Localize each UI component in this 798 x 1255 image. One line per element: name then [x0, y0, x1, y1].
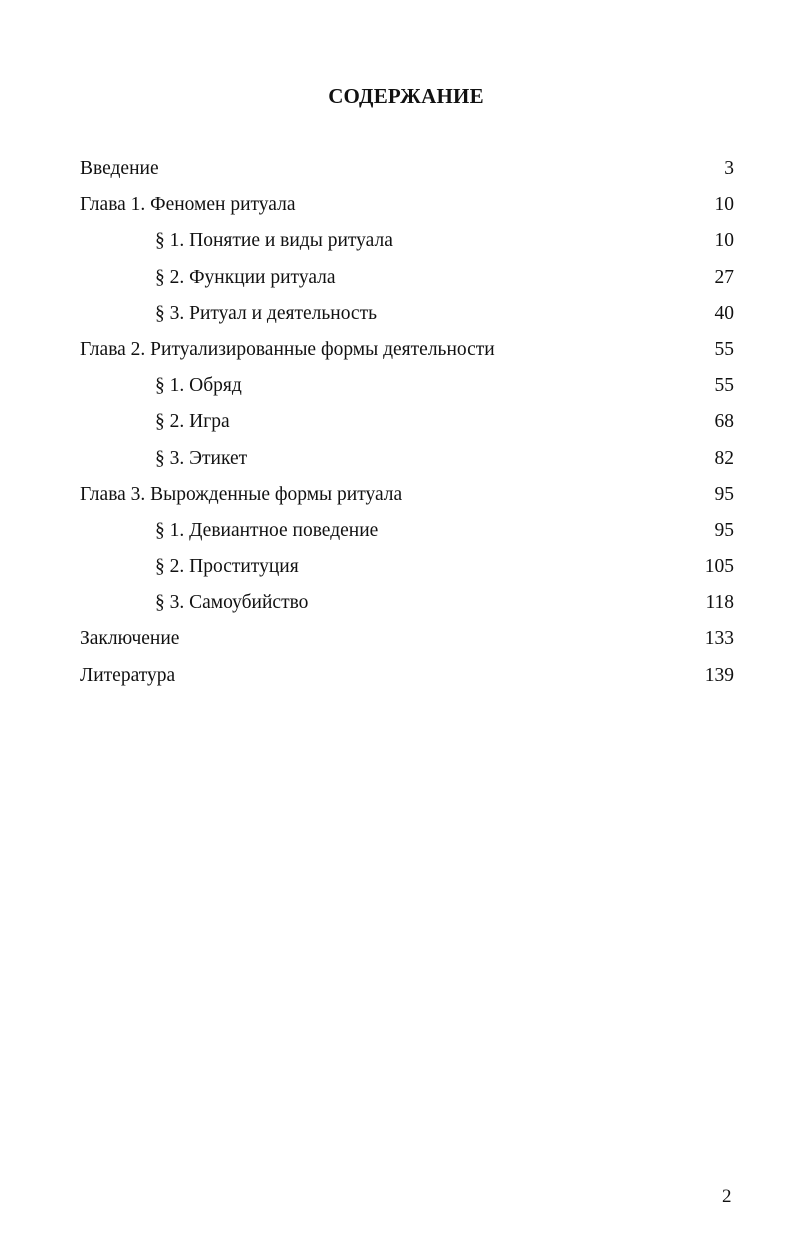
toc-entry-title: Литература	[80, 664, 176, 686]
toc-row	[80, 554, 734, 590]
toc-page-number: 95	[714, 519, 734, 541]
toc-entry-title: § 3. Ритуал и деятельность	[155, 302, 377, 324]
toc-page-number: 10	[714, 194, 734, 216]
toc-entry-title: § 2. Функции ритуала	[155, 266, 336, 288]
toc-row	[80, 663, 734, 699]
toc-row	[80, 192, 734, 228]
toc-page-number: 10	[714, 230, 734, 252]
toc-entry-title: Глава 3. Вырожденные формы ритуала	[80, 483, 403, 505]
toc-row	[80, 482, 734, 518]
toc-page-number: 68	[714, 411, 734, 433]
toc-row	[80, 409, 734, 445]
toc-entry-title: § 3. Самоубийство	[155, 592, 309, 614]
toc-entry-title: Глава 1. Феномен ритуала	[80, 194, 296, 216]
toc-row	[80, 626, 734, 662]
toc-page-number: 55	[714, 375, 734, 397]
toc-page-number: 40	[714, 302, 734, 324]
toc-page-number: 118	[705, 592, 734, 614]
toc-page-number: 55	[714, 338, 734, 360]
toc-entry-title: § 1. Девиантное поведение	[155, 519, 379, 541]
toc-row	[80, 156, 734, 192]
toc-page-number: 139	[704, 664, 734, 686]
toc-row	[80, 337, 734, 373]
toc-entry-title: § 2. Игра	[155, 411, 230, 433]
toc-entry-title: § 3. Этикет	[155, 447, 248, 469]
toc-page-number: 95	[714, 483, 734, 505]
toc-entry-title: § 1. Понятие и виды ритуала	[155, 230, 393, 252]
toc-page-number: 133	[704, 628, 734, 650]
page-number: 2	[722, 1186, 732, 1207]
page-title: СОДЕРЖАНИЕ	[328, 84, 484, 108]
toc-page-number: 3	[724, 158, 734, 179]
toc-entry-title: § 1. Обряд	[155, 375, 242, 397]
toc-page-number: 105	[704, 556, 734, 578]
toc-entry-title: § 2. Проституция	[155, 556, 299, 578]
toc-row	[80, 373, 734, 409]
toc-entry-title: Введение	[80, 158, 159, 179]
toc-page-number: 82	[714, 447, 734, 469]
toc-row	[80, 301, 734, 337]
toc-entry-title: Глава 2. Ритуализированные формы деятельности	[80, 338, 495, 360]
toc-row	[80, 518, 734, 554]
toc-row	[80, 228, 734, 264]
toc-row	[80, 590, 734, 626]
table-of-contents	[80, 156, 734, 699]
toc-page-number: 27	[714, 266, 734, 288]
toc-row	[80, 446, 734, 482]
toc-entry-title: Заключение	[80, 628, 180, 650]
toc-row	[80, 265, 734, 301]
